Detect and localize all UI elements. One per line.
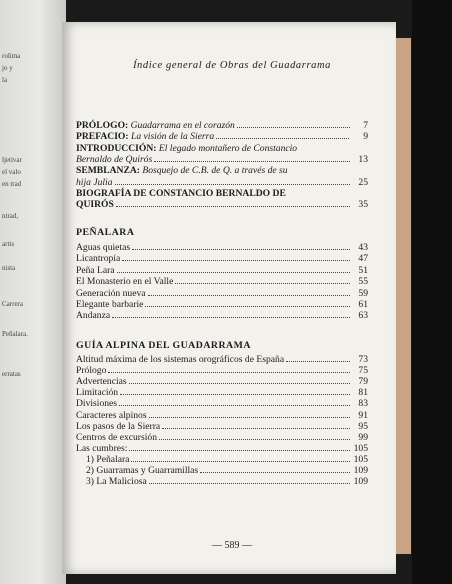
toc-entry: [76, 276, 376, 287]
left-page-text: ntrad,: [2, 212, 19, 220]
left-page-text: nista: [2, 264, 16, 272]
toc-leader: [149, 477, 350, 484]
toc-leader: [216, 132, 349, 139]
toc-entry: [76, 120, 376, 131]
toc-entry-label: INTRODUCCIÓN:: [76, 142, 157, 154]
left-page-text: Peñalara.: [2, 330, 28, 338]
toc-entry-page: 99: [358, 431, 368, 443]
toc-entry-label: 1) Peñalara: [86, 453, 130, 465]
left-page-text: el valo: [2, 168, 21, 176]
toc-entry-page: 13: [358, 153, 368, 165]
toc-entry-page: 9: [363, 131, 368, 143]
toc-entry-label: Bosquejo de C.B. de Q. a través de su: [139, 165, 288, 177]
toc-entry: [76, 199, 376, 210]
toc-entry-label: Centros de excursión: [76, 431, 157, 443]
toc-entry: [76, 253, 376, 264]
toc-entry-label: Bernaldo de Quirós: [76, 153, 153, 165]
toc-entry-page: 109: [353, 465, 368, 476]
book-page: [62, 22, 396, 574]
toc-entry-page: 73: [358, 354, 368, 365]
toc-entry: [76, 421, 376, 432]
toc-entry-page: 55: [358, 276, 368, 288]
toc-entry-page: 63: [358, 310, 368, 322]
toc-entry-page: 83: [358, 398, 368, 410]
toc-entry-label: 2) Guarramas y Guarramillas: [86, 465, 199, 476]
toc-leader: [154, 155, 350, 162]
toc-entry: [76, 265, 376, 276]
toc-entry: [76, 310, 376, 321]
toc-entry-page: 35: [358, 199, 368, 211]
toc-entry-page: 95: [358, 420, 368, 432]
toc-entry: [76, 410, 376, 421]
toc-leader: [145, 300, 350, 307]
toc-entry-page: 105: [353, 442, 368, 454]
section-heading: PEÑALARA: [76, 227, 135, 238]
toc-entry-label: La visión de la Sierra: [128, 131, 215, 143]
toc-entry-label: hija Julia: [76, 176, 113, 188]
toc-entry: [76, 398, 376, 409]
toc-leader: [117, 266, 350, 273]
left-page-text: jo y: [2, 64, 13, 72]
toc-entry-page: 7: [363, 120, 368, 131]
toc-leader: [131, 455, 350, 462]
toc-entry-page: 75: [358, 365, 368, 377]
toc-entry: [76, 365, 376, 376]
toc-entry-label: El legado montañero de Constancio: [156, 142, 298, 154]
toc-leader: [237, 121, 350, 128]
toc-leader: [129, 377, 350, 384]
toc-entry-page: 109: [353, 476, 368, 488]
toc-entry-label: Elegante barbarie: [76, 299, 144, 310]
toc-entry-label: BIOGRAFÍA DE CONSTANCIO BERNALDO DE: [76, 187, 286, 199]
page-number: — 589 —: [212, 540, 252, 551]
toc-leader: [132, 243, 350, 250]
left-page-text: rolima: [2, 52, 21, 60]
toc-leader: [149, 411, 350, 418]
toc-leader: [175, 277, 350, 284]
toc-entry-label: Andanza: [76, 310, 111, 322]
left-page-text: erratas: [2, 370, 21, 378]
left-page-text: en trad: [2, 180, 22, 188]
toc-entry-label: Aguas quietas: [76, 242, 131, 253]
left-page-text: artis: [2, 240, 15, 248]
toc-entry: [76, 188, 376, 199]
left-page-text: Carrera: [2, 300, 23, 308]
toc-entry-label: Guadarrama en el corazón: [128, 120, 235, 131]
toc-entry-label: Generación nueva: [76, 287, 146, 299]
toc-entry: [76, 143, 376, 154]
toc-entry-label: Limitación: [76, 387, 119, 399]
toc-leader: [159, 433, 350, 440]
toc-entry: [76, 376, 376, 387]
toc-leader: [148, 289, 350, 296]
toc-entry-label: 3) La Maliciosa: [86, 476, 147, 488]
toc-entry-label: El Monasterio en el Valle: [76, 276, 174, 288]
toc-entry: [76, 288, 376, 299]
toc-leader: [115, 178, 350, 185]
toc-leader: [200, 466, 350, 473]
toc-entry-page: 51: [358, 264, 368, 276]
toc-entry: [86, 465, 376, 476]
toc-entry-label: Los pasos de la Sierra: [76, 420, 161, 432]
toc-entry-page: 47: [358, 253, 368, 265]
toc-entry-label: Divisiones: [76, 398, 118, 410]
toc-entry-page: 25: [358, 176, 368, 188]
toc-entry-page: 43: [358, 242, 368, 253]
toc-entry: [76, 443, 376, 454]
page-header: Índice general de Obras del Guadarrama: [132, 60, 332, 71]
toc-entry: [76, 242, 376, 253]
toc-entry-label: PRÓLOGO:: [76, 120, 129, 131]
toc-entry: [76, 165, 376, 176]
toc-entry-label: Prólogo: [76, 365, 107, 377]
toc-entry: [86, 476, 376, 487]
toc-entry: [76, 387, 376, 398]
toc-entry: [76, 177, 376, 188]
toc-entry: [76, 354, 376, 365]
toc-leader: [286, 355, 350, 362]
toc-entry-page: 79: [358, 376, 368, 388]
toc-entry: [76, 154, 376, 165]
toc-entry-label: Las cumbres:: [76, 442, 128, 454]
toc-entry-label: Advertencias: [76, 376, 127, 388]
toc-entry-page: 105: [353, 453, 368, 465]
left-page: [0, 0, 66, 584]
toc-leader: [108, 366, 350, 373]
background-right: [412, 0, 452, 584]
toc-entry-label: Caracteres alpinos: [76, 409, 147, 421]
toc-entry-label: Peña Lara: [76, 264, 115, 276]
toc-entry: [76, 432, 376, 443]
toc-entry-label: Licantropía: [76, 253, 121, 265]
toc-entry-page: 61: [358, 299, 368, 310]
toc-entry-page: 81: [358, 387, 368, 399]
toc-leader: [119, 399, 350, 406]
toc-leader: [120, 388, 350, 395]
toc-leader: [112, 311, 350, 318]
left-page-text: la: [2, 76, 8, 84]
toc-entry-label: QUIRÓS: [76, 199, 114, 211]
toc-entry-label: SEMBLANZA:: [76, 165, 140, 177]
toc-entry: [86, 454, 376, 465]
toc-leader: [162, 422, 350, 429]
toc-entry-page: 59: [358, 287, 368, 299]
toc-leader: [129, 444, 350, 451]
toc-entry-label: PREFACIO:: [76, 131, 129, 143]
toc-entry: [76, 131, 376, 142]
toc-entry-label: Altitud máxima de los sistemas orográficos de España: [76, 354, 285, 365]
toc-leader: [122, 254, 350, 261]
section-heading: GUÍA ALPINA DEL GUADARRAMA: [76, 340, 251, 351]
toc-leader: [116, 200, 350, 207]
toc-entry: [76, 299, 376, 310]
left-page-text: ljetivar: [2, 156, 22, 164]
toc-entry-page: 91: [358, 409, 368, 421]
